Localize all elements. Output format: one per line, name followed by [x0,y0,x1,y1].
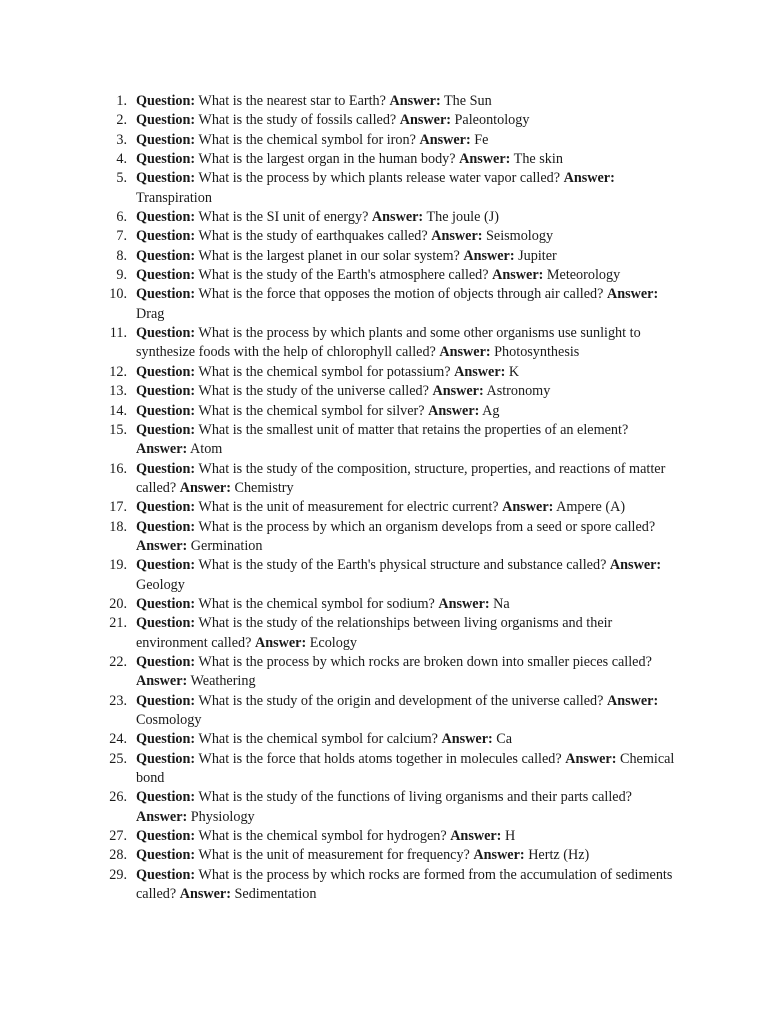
question-label: Question: [136,325,196,342]
item-number: 2. [116,112,127,129]
answer-text: K [508,363,520,380]
list-item [100,750,680,789]
question-answer-list [100,92,680,904]
answer-label: Answer: [563,170,615,187]
answer-text: Meteorology [546,267,621,284]
answer-text: Ampere (A) [556,499,626,516]
item-number: 7. [116,228,127,245]
answer-text: Chemistry [234,479,294,496]
answer-label: Answer: [399,112,451,129]
question-text: What is the chemical symbol for silver? [198,402,425,419]
answer-text: The skin [513,151,563,168]
question-label: Question: [136,421,196,438]
item-number: 23. [109,692,127,709]
question-text: What is the study of the universe called? [198,383,429,400]
question-text: What is the chemical symbol for calcium? [198,731,438,748]
list-item [100,324,680,363]
answer-label: Answer: [371,209,424,226]
answer-text: Sedimentation [234,886,317,903]
list-item [100,595,680,614]
answer-label: Answer: [473,847,525,864]
list-item [100,460,680,499]
item-number: 16. [109,460,127,477]
list-item [100,227,680,246]
question-label: Question: [136,460,196,477]
answer-text: Seismology [486,228,554,245]
list-item [100,208,680,227]
question-text: What is the process by which rocks are broken down into smaller pieces called? [198,653,652,670]
answer-label: Answer: [441,731,493,748]
answer-text: Jupiter [518,247,557,264]
item-number: 8. [116,247,127,264]
item-number: 20. [109,595,127,612]
question-label: Question: [136,363,196,380]
item-number: 13. [109,383,127,400]
question-text: What is the chemical symbol for hydrogen? [198,828,447,845]
list-item [100,131,680,150]
question-text: What is the study of the relationships between living organisms and their environment called? [136,615,613,651]
question-text: What is the largest organ in the human body? [198,151,456,168]
question-text: What is the chemical symbol for potassium? [198,363,451,380]
question-label: Question: [136,131,196,148]
question-label: Question: [136,557,196,574]
question-label: Question: [136,653,196,670]
list-item [100,614,680,653]
answer-text: The joule (J) [426,209,499,226]
item-number: 26. [109,789,127,806]
answer-text: The Sun [444,93,492,109]
answer-label: Answer: [606,692,659,709]
item-number: 18. [109,518,127,535]
question-label: Question: [136,286,196,303]
list-item [100,363,680,382]
question-label: Question: [136,692,196,709]
question-label: Question: [136,595,196,612]
answer-text: Germination [190,537,263,554]
question-text: What is the force that opposes the motion of objects through air called? [198,286,604,303]
list-item [100,92,680,111]
answer-text: Astronomy [486,383,551,400]
answer-label: Answer: [502,499,554,516]
question-label: Question: [136,267,196,284]
item-number: 12. [109,363,127,380]
question-text: What is the force that holds atoms together in molecules called? [198,750,562,767]
answer-label: Answer: [565,750,617,767]
answer-text: Weathering [190,673,256,690]
question-text: What is the study of the composition, structure, properties, and reactions of matter called? [136,460,666,496]
item-number: 19. [109,557,127,574]
item-number: 3. [116,131,127,148]
item-number: 1. [116,93,127,109]
item-number: 9. [116,267,127,284]
answer-text: Cosmology [136,712,202,728]
question-label: Question: [136,615,196,632]
item-number: 5. [116,170,127,187]
question-text: What is the study of earthquakes called? [198,228,428,245]
answer-text: H [504,828,516,845]
answer-text: Photosynthesis [494,344,580,361]
answer-label: Answer: [254,634,307,651]
question-text: What is the process by which plants and some other organisms use sunlight to synthesize foods with the help of chlorophyll called? [136,325,641,361]
question-text: What is the smallest unit of matter that retains the properties of an element? [198,421,629,438]
answer-label: Answer: [606,286,659,303]
question-label: Question: [136,151,196,168]
item-number: 6. [116,209,127,226]
question-label: Question: [136,866,196,883]
answer-label: Answer: [432,383,484,400]
question-label: Question: [136,750,196,767]
answer-text: Chemical bond [136,750,675,787]
answer-label: Answer: [179,886,231,903]
item-number: 21. [109,615,127,632]
question-text: What is the unit of measurement for frequency? [198,847,470,864]
question-label: Question: [136,847,196,864]
question-label: Question: [136,828,196,845]
item-number: 14. [109,402,127,419]
list-item [100,827,680,846]
question-text: What is the process by which rocks are formed from the accumulation of sediments called? [136,866,673,903]
question-label: Question: [136,383,196,400]
answer-label: Answer: [459,151,511,168]
answer-text: Fe [474,131,489,148]
question-label: Question: [136,789,196,806]
item-number: 24. [109,731,127,748]
list-item [100,247,680,266]
question-text: What is the process by which an organism develops from a seed or spore called? [198,518,656,535]
answer-label: Answer: [428,402,480,419]
answer-label: Answer: [439,344,491,361]
question-text: What is the study of the functions of living organisms and their parts called? [198,789,632,806]
answer-label: Answer: [609,557,662,574]
answer-text: Ag [482,402,500,419]
list-item [100,498,680,517]
list-item [100,692,680,731]
list-item [100,518,680,557]
item-number: 17. [109,499,127,516]
answer-text: Drag [136,305,165,322]
item-number: 15. [109,421,127,438]
question-text: What is the study of fossils called? [198,112,397,129]
question-label: Question: [136,112,196,129]
question-text: What is the SI unit of energy? [198,209,369,226]
answer-label: Answer: [431,228,483,245]
answer-text: Physiology [190,808,255,825]
answer-label: Answer: [389,93,441,109]
item-number: 4. [116,151,127,168]
item-number: 27. [109,828,127,845]
question-text: What is the study of the Earth's atmosphere called? [198,267,489,284]
list-item [100,421,680,460]
list-item [100,788,680,827]
question-text: What is the chemical symbol for iron? [198,131,416,148]
answer-label: Answer: [136,537,188,554]
question-text: What is the chemical symbol for sodium? [198,595,435,612]
answer-label: Answer: [492,267,544,284]
answer-text: Geology [136,576,185,593]
question-label: Question: [136,731,196,748]
answer-label: Answer: [136,441,188,458]
list-item [100,111,680,130]
question-label: Question: [136,170,196,187]
item-number: 11. [109,325,127,342]
answer-text: Ecology [309,634,358,651]
list-item [100,266,680,285]
answer-label: Answer: [454,363,506,380]
question-label: Question: [136,209,196,226]
list-item [100,846,680,865]
list-item [100,556,680,595]
answer-label: Answer: [179,479,231,496]
question-text: What is the nearest star to Earth? [198,93,386,109]
answer-label: Answer: [463,247,515,264]
question-label: Question: [136,499,196,516]
answer-text: Transpiration [136,189,212,206]
answer-text: Na [493,595,510,612]
answer-label: Answer: [136,673,188,690]
question-label: Question: [136,402,196,419]
answer-label: Answer: [450,828,502,845]
answer-label: Answer: [438,595,490,612]
item-number: 29. [109,866,127,883]
question-text: What is the process by which plants release water vapor called? [198,170,561,187]
question-label: Question: [136,518,196,535]
answer-text: Paleontology [454,112,530,129]
item-number: 22. [109,653,127,670]
question-text: What is the study of the Earth's physical structure and substance called? [198,557,607,574]
list-item [100,169,680,208]
item-number: 10. [109,286,127,303]
list-item [100,382,680,401]
answer-text: Hertz (Hz) [528,847,590,864]
question-label: Question: [136,247,196,264]
answer-label: Answer: [136,808,188,825]
list-item [100,402,680,421]
item-number: 28. [109,847,127,864]
list-item [100,150,680,169]
list-item [100,866,680,905]
answer-text: Ca [496,731,513,748]
list-item [100,653,680,692]
list-item [100,730,680,749]
question-text: What is the unit of measurement for electric current? [198,499,499,516]
question-text: What is the largest planet in our solar system? [198,247,460,264]
question-text: What is the study of the origin and development of the universe called? [198,692,604,709]
answer-text: Atom [190,441,223,458]
answer-label: Answer: [419,131,471,148]
question-label: Question: [136,228,196,245]
list-item [100,285,680,324]
question-label: Question: [136,93,196,109]
item-number: 25. [109,750,127,767]
